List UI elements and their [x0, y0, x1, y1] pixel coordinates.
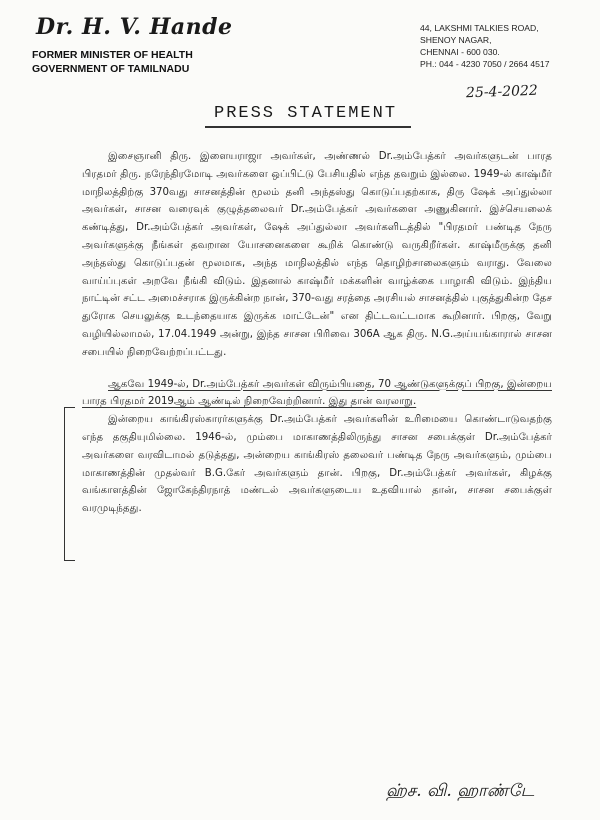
margin-bracket: [64, 407, 75, 561]
letterhead-designation: [32, 48, 193, 76]
letterhead-address: [420, 22, 550, 70]
address-line-3: CHENNAI - 600 030.: [420, 47, 500, 57]
paragraph-3: இன்றைய காங்கிரஸ்காரர்களுக்கு Dr.அம்பேத்கர் அவர்களின் உரிமையை கொண்டாடுவதற்கு எந்த தகுதியுமில்லை. 1946-ல், மும்பை மாகாணத்திலிருந்து சாசன சபைக்குள் Dr.அம்பேத்கர் அவர்களை வரவிடாமல் தடுத்தது, அன்றைய காங்கிரஸ் தலைவர் பண்டித நேரு அவர்களும், மும்பை மாகாணத்தின் முதல்வர் B.G.கேர் அவர்களும் தான். பிறகு, Dr.அம்பேத்கர் அவர்கள், கிழக்கு வங்காளத்தின் ஜோகேந்திரநாத் மண்டல் அவர்களுடைய உதவியால் தான், சாசன சபைக்குள் வரமுடிந்தது.: [82, 414, 552, 515]
document-title: PRESS STATEMENT: [214, 104, 398, 123]
paragraph-2: ஆகவே 1949-ல், Dr.அம்பேத்கர் அவர்கள் விரும்பியதை, 70 ஆண்டுகளுக்குப் பிறகு, இன்றைய பாரத பிரதமர் 2019ஆம் ஆண்டில் நிறைவேற்றினார். இது தான் வரலாறு.: [82, 378, 552, 408]
signature: ஹ்ச. வி. ஹாண்டே: [386, 781, 535, 801]
designation-line-1: FORMER MINISTER OF HEALTH: [32, 49, 193, 61]
paragraph-3-wrapper: [82, 411, 552, 518]
address-line-2: SHENOY NAGAR,: [420, 35, 492, 45]
letterhead-name: Dr. H. V. Hande: [36, 14, 233, 40]
handwritten-date: 25-4-2022: [465, 82, 539, 102]
statement-body: [82, 148, 552, 518]
address-line-1: 44, LAKSHMI TALKIES ROAD,: [420, 23, 539, 33]
paragraph-1: இசைஞானி திரு. இளையராஜா அவர்கள், அண்ணல் Dr.அம்பேத்கர் அவர்களுடன் பாரத பிரதமர் திரு. நரேந்திரமோடி அவர்களை ஒப்பிட்டு பேசியதில் எந்த தவறும் இல்லை. 1949-ல் காஷ்மீர் மாநிலத்திற்கு 370வது சாசனத்தின் மூலம் தனி அந்தஸ்து கொடுப்பதற்காக, திரு ஷேக் அப்துல்லா அவர்கள், சாசன வரைவுக் குழுத்தலைவர் Dr.அம்பேத்கர் அவர்களை அணுகினார். இச்செயலைக் கண்டித்து, Dr.அம்பேத்கர் அவர்கள், ஷேக் அப்துல்லா அவர்களிடத்தில் "பிரதமர் பண்டித நேரு அவர்களுக்கு நீங்கள் தவறான யோசனைகளை கூறிக் கொண்டு வருகிறீர்கள். காஷ்மீருக்கு தனி அந்தஸ்து கொடுப்பதன் மூலமாக, அந்த மாநிலத்தில் எந்த தொழிற்சாலைகளும் வராது. வேலை வாய்ப்புகள் அறவே நீங்கி விடும். இதனால் காஷ்மீர் மக்களின் வாழ்க்கை பாழாகி விடும். இந்திய நாட்டின் சட்ட அமைச்சராக இருக்கின்ற நான், 370-வது சரத்தை அரசியல் சாசனத்தில் புகுத்துகின்ற தேச துரோக செயலுக்கு உடந்தையாக இருக்க மாட்டேன்" என திட்டவட்டமாக கூறினார். பிறகு, வேறு வழியில்லாமல், 17.04.1949 அன்று, இந்த சாசன பிரிவை 306A ஆக திரு. N.G.அய்யங்காரால் சாசன சபையில் நிறைவேற்றப்பட்டது.: [82, 151, 552, 358]
title-underline: [205, 126, 411, 128]
designation-line-2: GOVERNMENT OF TAMILNADU: [32, 63, 190, 75]
phone-line: PH.: 044 - 4230 7050 / 2664 4517: [420, 59, 550, 69]
